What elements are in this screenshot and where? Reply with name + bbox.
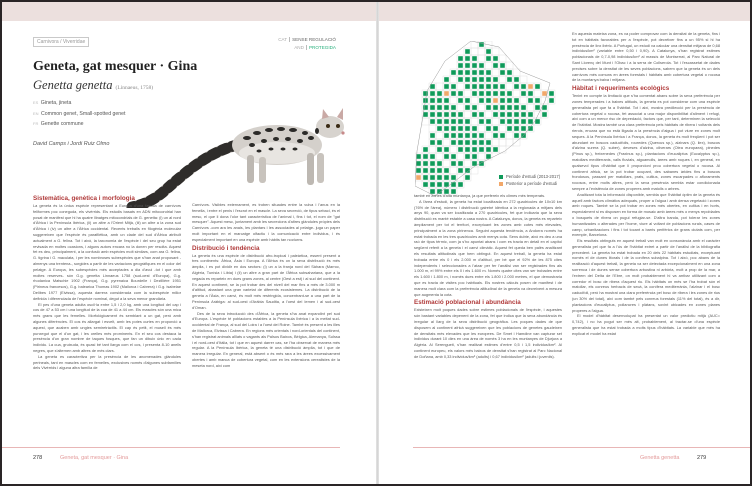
paragraph: Existeixen molt poques dades sobre estimes poblacionals de l'espècie, i aquestes són bastant variables depenent de la zona, fet que indica que la seva abundància és irregular al llarg de la seva distribució geogràfica. Les poques dades de que disposem al continent africà suggereixen que les poblacions de genetes gaudeixen de densitats més elevades que les europees. De Smet i Hamdine van capturar set individus durant 10 dies en una àrea de només 3 ha en les muntanyes de Djurjura a Algèria. Al Serengueti, s'han realitzat estimes d'entre 0,5 i 1,5 individus/km². Al continent europeu, els valors més baixos de densitat s'han registrat al Parc Nacional de Doñana, amb 0,33 individus/km² (adults) i 0,67 individus/km² (adults i juvenils).: [414, 307, 562, 359]
paragraph: La geneta es caracteritza per la presència de les anomenades glàndules perineals, tant en mascles com en femelles, exclusives només d'algunes subfamílies dels Vivèrrids i alguna altra família de: [33, 353, 181, 371]
section-heading-distribution: Distribució i tendència: [192, 244, 260, 252]
paragraph: Tenint en compte la limitació que s'ha comentat abans sobre la seva preferència per zones temperades i a baixes altituds, la geneta es pot considerar com una espècie generalista pel que fa a l'hàbitat. Tot i així, mostra predilecció per la presència de cobertura vegetal o rocosa, fet associat a una major disponibilitat d'aliment i refugi, així com a un menor risc de depredació, factors que, per tant, determinen la selecció de l'hàbitat. Mostra també una clara preferència pels hàbitats de ribera i voltants dels rierols, encara que no està lligada a la presència d'aigua i pot viure en zones molt seques. A la Península Ibèrica i a França, doncs, la geneta és molt freqüent i pot ser abundant en boscos caducifolis, rouredes (Quercus sp.), alzinars (Q. ilex), boscos d'alzina surera (Q. suber), deveses d'alzina, oliverars (Olea europaea), pinedes (Pinus sp.), freixenedes (Fraxinus sp.), plantacions d'eucaliptus (Eucalyptus sp.), matollars mediterranis, valls fluvials, aiguamolls, àrees amb roques i, en general, en qualsevol tipus d'hàbitat que li proporcioni prou cobertura vegetal o rocosa. Al continent africà, se la pot trobar ocupant, des sabanes àrides fins a boscos frondosos, passant per matollars, prats, cultius, zones escarpades o afloraments rocosos, entre molts altres, però la seva presència sembla estar condicionada sempre a l'existència de zones properes amb matolls o arbres.: [572, 93, 720, 191]
green-square-icon: [499, 175, 503, 179]
status-row-cat: CAT SENSE REGULACIÓ: [278, 37, 336, 42]
right-column-2: [572, 31, 720, 337]
left-page: [2, 21, 376, 484]
right-page: [379, 21, 750, 484]
genet-illustration: [87, 83, 347, 208]
legend-item-post-study: Posterior a període d'estudi: [499, 180, 560, 187]
paragraph: A l'àrea d'estudi, la geneta ha estat localitzada en 272 quadrícules de 10x10 km (76% de l'àrea), número i distribució gairebé idèntica a la regionada a mitjans dels anys 90, quan va ser localitzada a 270 quadrícules, fet que indicaria que la seva distribució es manté estable a casa nostra. A Catalunya, doncs, la geneta es reparteix àmpliament per tot el territori, exceptuant les zones amb cotes més elevades, principalment a la zona pirinenca. Seguint aquesta tendència, a Andorra només ha estat trobada en les tres quadrícules amb menys cota. Sens dubte, això es deu a una raó de tipus tèrmic, com ja s'ho apuntat abans i com es tracta en detall en el capítol següent referit a la geneta i el canvi climàtic. Aquest fet queda ben palès analitzant els resultats altitudinals que hem obtingut. En aquest treball, la geneta ha estat trobada entre els 0 i els 2.000 m d'altitud, per bé que el 92% de les 875 cites independents i seleccionades a l'atzar per fer l'anàlisi van ser registrades fins als 1.000 m, el 99% entre els 0 i els 1.600 m. Només quatre cites van ser trobades entre els 1.600 i 1.800 m, i només dues entre els 1.800 i 2.000 metres, el que demostraria que es tracta de visites poc habituals. Els nostres càlculs posen de manifest i de manera molt clara com la preferència altitudinal de la geneta va decreixent a mesura que augmenta la cota.: [414, 198, 562, 297]
authority: (Linnaeus, 1758): [115, 85, 154, 91]
section-heading-habitat: Hàbitat i requeriments ecològics: [572, 85, 670, 93]
paragraph: Els resultats obtinguts en aquest treball van molt en consonància amb el caràcter generalista pel que fa a l'ús de l'hàbitat extret a partir de l'anàlisi de la bibliografia precedent. La geneta ha estat trobada en 20 dels 22 hàbitats estudiats, exceptuant només el de dunes litorals i de la conífera subalpina. Tot i això, poc abans de la realització d'aquest treball, la geneta va ser detectada excepcionalment en una zona sorrenca i de dunes sense cobertura arbustiva ni arbòria, molt a prop de la mar, a l'extrem del Delta de l'Ebre, on molt probablement hi va arribar utilitzant com a corredor el bosc de ribera d'aquest riu. Els hàbitats on més se l'ha trobat són el matollar, els conreus herbacis de secà, la conífera mediterrània, l'alzinar i el bosc caducifoli, però ha mostrat una clara preferència pel bosc de ribera i les zones de rius (un 30% del total), així com també pels conreus forestals (11% del total), és a dir, plantacions d'eucaliptus, pollancres i plàtans, sovint ubicades en zones planes properes a l'aigua.: [572, 238, 720, 313]
left-column-1: [33, 193, 181, 371]
footer-rule: [2, 447, 340, 448]
vernacular-en: EN Common genet, Small-spotted genet: [33, 110, 126, 117]
paragraph: Des de la seva introducció des d'Àfrica, la geneta s'ha anat expandint pel sud d'Europa. L'espècie té poblacions estables a la Península Ibèrica i a la meitat sud-occidental de França, al sud del Loira i a l'oest del Roine. També és present a les illes de Mallorca, Eivissa i Cabrera. En regions més orientals i nord-orientals del continent, s'han registrat animals aïllats o vagants als Països Baixos, Bèlgica, Alemanya, Suïssa i el nord-oest d'Itàlia, tot i que en aquest darrer cas, se l'ha observat de manera més regular. A la Península Ibèrica, la geneta té una distribució àmplia, tot i que de manera irregular. En general, està absent o és més rara a les àrees excessivament obertes i amb manca de cobertura vegetal, com en les extensions cerealistes de la meseta nord, així com: [192, 310, 341, 368]
legend-item-study-period: Període d'estudi (2013-2017): [499, 173, 560, 180]
running-head: Geneta, gat mesquer · Gina: [60, 455, 129, 461]
paragraph: La geneta és la única espècie representant a Europa d'una família de carnívors feliformes poc coneguda, els vivèrrids. Els estudis basats en ADN mitocondrial han posat de manifest que hi ha quatre llinatges mitocondrials de G. genetta: (i) un al nord d'Àfrica i la Península Ibèrica, (ii) un altre a l'Orient Mitjà, (iii) un altre a la zona sud d'Àfrica i (iv) un altre a l'Àfrica occidental. Recents treballs en filogènia molecular suggereixen que l'espècie és parafilètica, amb un clade del sud d'Àfrica atribuït actualment a G. felina. Tot i això, la taxonomia de l'espècie i del seu grup ha estat revisada en moltes ocasions, i alguns autors encara no la donen per resolta. Aquest fet es deu, principalment, a la confusió amb espècies molt similars, com ara G. felina, G. tigrina i G. maculata, i per les nombroses subespècies que s'han anat proposant -almenys una trentena-, sorgides a partir de les variacions geogràfiques en el color del pelatge. A Europa, les subespècies més acceptades a dia d'avui -tot i que amb moltes reserves- són G.g. genetta Linnaeus 1758 (sud-oest d'Europa), G.g. rhodanica Matschie 1902 (França), G.g. pyrenaica Bourdelle i Dezillière 1951 (Pirineus francesos), G.g. balearica Thomas 1902 (Mallorca i Cabrera) i G.g. isabelae Delibes 1977 (Eivissa), aquesta darrera considerada com la subespècie millor definida i diferenciada de l'espècie nominal, degut a la seva menor grandària.: [33, 203, 181, 301]
taxon-tag: Carnivora / Viverridae: [33, 37, 89, 47]
vernacular-fr: FR Genette commune: [33, 121, 84, 127]
paragraph: En aquesta mateixa zona, es va poder comprovar com la densitat de la geneta, fins i tot en hàbitats favorables per a l'espècie, pot decréixer fins a un 95% si hi ha presència de linx ibèric. A Portugal, un estudi va calcular una densitat mitjana de 0,68 individus/km² (variable entre 0,50 i 0,90). A Catalunya, s'han registrat estimes poblacionals de 0,7-0,98 individus/km² al massís de Montserrat, al Parc Natural de Sant Llorenç del Munt i l'Obac i a la serra de Collserola. Tot i l'escassetat de dades precises sobre la densitat de les seves poblacions, sabem que la geneta és un dels carnívors més comuns en àrees forestals i hàbitats amb cobertura vegetal o rocosa de la muntanya baixa i mitjana.: [572, 31, 720, 83]
paragraph: Analitzant tota la informació disponible, sembla que l'hàbitat òptim de la geneta és aquell amb factors climàtics adequats, proper a l'aigua i amb densa vegetació i zones amb roques. També se la pot trobar en zones més obertes, en cultius i en horts, especialment si es disposen en forma de mosaic amb àrees més o menys repoblades o bosquets de ribera on pugui refugiar-se. D'altra banda, pot tolerar les zones humanitzades o alterades per l'home, viure al voltant de poblacions rurals, cases de camp, urbanitzacions i fins i tot tocant a barris perifèrics de grans ciutats com, per exemple, Barcelona.: [572, 191, 720, 238]
page-title: Geneta, gat mesquer · Gina: [33, 59, 198, 74]
status-row-and: AND PROTEGIDA: [294, 45, 336, 50]
map-legend: [499, 173, 560, 187]
paragraph: també en zones d'alta muntanya, ja que prefereix els climes més temperats.: [414, 193, 546, 198]
right-column-1: [414, 193, 562, 360]
protection-status: [278, 36, 336, 52]
footer-rule: [413, 447, 750, 448]
book-spread: [2, 2, 750, 484]
page-number: 279: [697, 455, 707, 461]
orange-square-icon: [499, 182, 503, 186]
paragraph: Carnívors. Visibles externament, es troben situades entre la vulva i l'anus en la femella, i entre el penis i l'escrot en el mascle. La seva secreció, de tipus sebaci, és el mesc, el que li dona l'olor tant característica de l'animal i, fins i tot, el nom de "gat mesquer". Aquest mesc, juntament amb les secrecions d'altres glàndules pròpies dels Carnívors -com ara les anals, les plantars i les associades al pelatge- juga un paper molt important en el marcatge olfactiu i la comunicació entre individus, i és especialment important en una espècie amb hàbits tan nocturns.: [192, 202, 341, 242]
authors: David Camps i Jordi Ruiz Olmo: [33, 141, 110, 147]
section-heading-population: Estimació poblacional i abundància: [414, 299, 521, 307]
paragraph: El model d'hàbitat desenvolupat ha presentat un valor predictiu mitjà (AUC= 0,742), i no ha pogut ser més alt, probablement, al tractar-se d'una espècie generalista que ha estat trobada a molts tipus d'hàbitats. La variable que més ha explicat el model ha estat: [572, 313, 720, 336]
vernacular-es: ES Gineta, jineta: [33, 100, 72, 106]
left-column-2: [192, 202, 340, 369]
scientific-name: Genetta genetta (Linnaeus, 1758): [33, 78, 154, 92]
running-head: Genetta genetta: [640, 455, 680, 461]
paragraph: La geneta és una espècie de distribució afro-tropical i paleàrtica, essent present a tres continents: Àfrica, Àsia i Europa. A l'Àfrica és on la seva distribució és més àmplia, i es pot dividir en dos sectors: (i) un a la franja nord del Sàhara (Marroc, Algèria, Tunísia i Líbia) i (ii) un altre a gran part de l'Àfrica subsahariana, que a la vegada es reparteix en dues grans zones, al centre (Oest a est) i al sud del continent. En aquest continent, se la pot trobar des del nivell del mar fins a més de 3.000 m d'altitud, abastant una gran varietat de diferents ecosistemes. La distribució de la geneta a l'Àsia, en canvi, és molt més restringida, concentrant-se a una part de la Península Aràbiga: al sud-oest d'Aràbia Saudita, a l'oest del Iemen i al sud-oest d'Oman.: [192, 252, 340, 310]
page-number: 278: [33, 455, 43, 461]
section-heading-systematics: Sistemàtica, genètica i morfologia: [33, 195, 135, 202]
paragraph: El pes d'una geneta adulta oscil·la entre 1,5 i 2,0 kg, amb una longitud del cap i cos de 47 a 53 cm i una longitud de la cua de 41 a 44 cm. Els mascles són una mica més grans que les femelles. Morfològicament és semblant a un gat, però amb algunes diferències. El cos és allargat i esvelt, amb les potes curtes en proporció a aquest, que acaben amb ungles semiretràctils. El cap és petit, el musell és més punxegut que el d'un gat, i les orelles més prominents. En el seu cos destaca la presència d'un gran nombre de taques fosques, que fan un dibuix únic en cada individu. La cua, gruixuda, és quasi bé tant llarga com el cos, i presenta 8-10 anells negres, que s'alternen amb altres de més clars.: [33, 301, 181, 353]
